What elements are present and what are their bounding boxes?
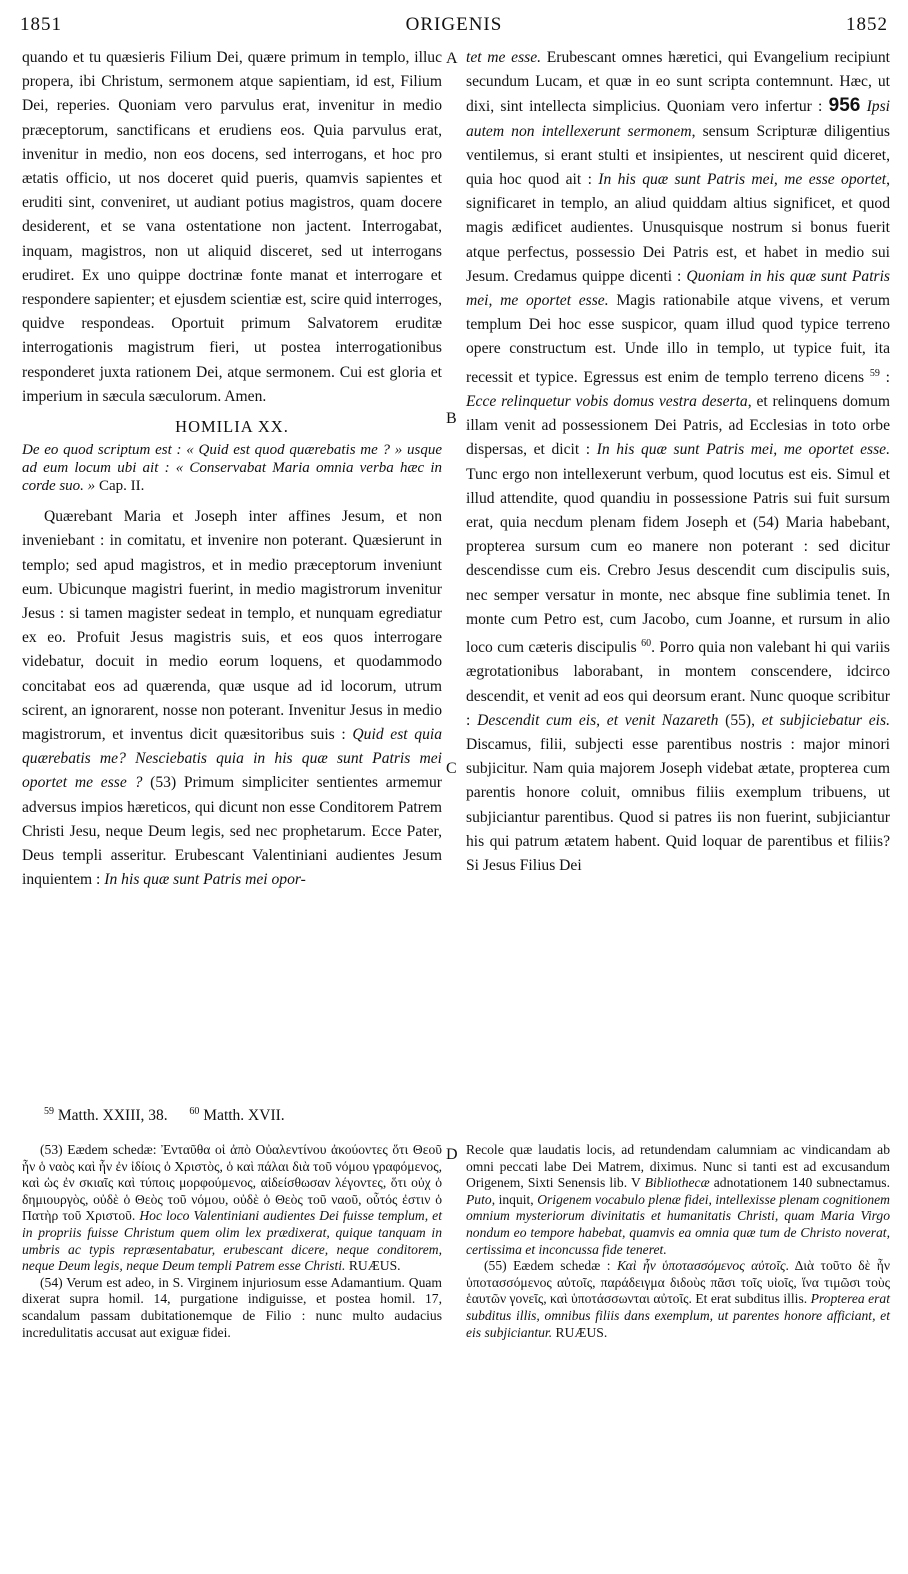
right-text-9: (55), (718, 711, 762, 729)
left-p2-text-a: Quærebant Maria et Joseph inter affines Jesum, et non inveniebant : in comitatu, et invenire non poterant. Quæsierunt in templo; sed apud magistros, et in medio præceptorum inveniunt eum. Ubicunque magistri fuerint, in medio magistrorum invenitur Jesus : si tamen magister sedeat in templo, et nunquam egrediatur ex eo. Profuit Jesus magistris suis, et eos quos interrogare videbatur, docuit in medio eorum loquens, et quodammodo concitabat eos ad quærenda, quæ usque ad id locorum, utrum scirent, an ignorarent, nosse non poterant. Invenitur Jesus in medio magistrorum, et inventus dicit quæsitoribus suis : (22, 508, 442, 744)
left-p2-text-b: (53) Primum simpliciter sentientes armemur adversus impios hæreticos, qui dicunt non esse Conditorem Patrem Christi Jesu, neque Deum legis, sed nec prophetarum. Ecce Pater, Deus templi asseritur. Erubescant Valentiniani audientes Jesum inquientem : (22, 774, 443, 889)
note-55-lead: (55) Eædem schedæ : (484, 1258, 617, 1274)
right-quote-6: In his quæ sunt Patris mei, me oportet esse. (596, 441, 890, 459)
homily-chapter: Cap. II. (95, 478, 145, 495)
right-text-3: , significaret in templo, an aliud quiddam altius significet, et quod magis ædificet audientes. Unusquisque nostrum si bonus fuerit atque perfectus, possessio Dei Patris est, et habet in medio sui Jesum. Credamus quippe dicenti : (466, 171, 890, 285)
right-text-5: : (879, 368, 890, 386)
right-text-10: Discamus, filii, subjecti esse parentibus nostris : major minori subjicitur. Nam quia majorem Joseph videbat ætate, propterea cum parentis honore coluit, omnibus filiis exemplum tribuens, ut subjiciantur parentibus. Quod si patres iis non fuerint, subjiciantur his qui patrum ætatem habent. Quid loquar de parentibus et filiis? Si Jesus Filius Dei (466, 736, 890, 875)
homily-subtitle (22, 441, 442, 495)
left-paragraph-1: quando et tu quæsieris Filium Dei, quære primum in templo, illuc propera, ibi Christum, sermonem atque sapientiam, id est, Filium Dei, reperies. Quoniam vero parvulus erat, invenitur in medio præceptorum, sanctificans et erudiens eos. Quia parvulus erat, invenitur in medio, non eos docens, sed interrogans, et hoc pro ætatis officio, ut nos doceret quid pueris, quamvis sapientes et eruditi sint, conveniret, ut audiant potius magistros, quam docere desiderent, et se vana ostentatione non jactent. Interrogabat, inquam, magistros, non ut aliquid disceret, sed ut interrogans erudiret. Ex uno quippe doctrinæ fonte manat et interrogare et respondere sapienter; et ejusdem scientiæ est, scire quid interroges, quidve respondeas. Oportuit primum Salvatorem eruditæ interrogationis magistrum fieri, ut postea interrogationibus responderet juxta rationem Dei, atque sermonem. Cui est gloria et imperium in sæcula sæculorum. Amen. (22, 49, 442, 405)
margin-letter-b: B (446, 410, 457, 427)
note-54c-quote: Origenem vocabulo plenæ fidei, intellexisse plenam cognitionem omnium mysteriorum divinitatis et humanitatis Christi, quam Maria Virgo nondum eo tempore habebat, quamvis ea omnia quæ tum de Christo noverat, certissima et inconcussa fide teneret. (466, 1191, 890, 1257)
right-quote-3: In his quæ sunt Patris mei, me esse oportet (598, 171, 887, 189)
note-55-author: RUÆUS. (552, 1324, 608, 1340)
note-55-latin: Propterea erat subditus illis, omnibus filiis dans exemplum, ut parentes honore afficiant, et eis subjiciantur. (466, 1291, 891, 1340)
note-53-greek: (53) Eædem schedæ: Ἐνταῦθα οἱ ἀπὸ Οὐαλεντίνου ἀκούοντες ὅτι Θεοῦ ἦν ὁ ναὸς καὶ ἦν ἐν ἰδίοις ὁ Χριστὸς, ὁ καὶ πάλαι διὰ τοῦ νόμου γραφόμενος, καὶ ὡς ἐν σκιαῖς καὶ τύποις μορφούμενος, αἰδείσθωσαν λέγοντες, ὅτι οὐχ ὁ δημιουργὸς, οὐδὲ ὁ Θεὸς τοῦ νόμου, οὐδὲ ὁ Θεὸς τοῦ ναοῦ, οὗτός ἐστιν ὁ Πατὴρ τοῦ Χριστοῦ. (22, 1142, 442, 1224)
margin-letter-c: C (446, 760, 457, 777)
right-paragraph-1 (466, 46, 890, 878)
page-number-left: 1851 (20, 14, 62, 35)
right-text-8: . Porro quia non valebant hi qui variis ægrotationibus laborabant, in montem conscendere, idcirco descendit, et venit ad eos qui deorsum erant. Nunc quoque scribitur : (466, 639, 890, 729)
footnote-59-text: Matth. XXIII, 38. (54, 1107, 168, 1125)
note-54c-inquit: , inquit, (491, 1191, 538, 1207)
note-53-latin: Hoc loco Valentiniani audientes Dei fuisse templum, et in propriis fuisse Christum quem olim lex prædixerat, quique tanquam in umbris ac typis repræsentabatur, erubescant dicere, neque conditorem, neque Deum legis, neque Deum templi Patrem esse Christi. (22, 1208, 442, 1274)
right-quote-1: tet me esse. (466, 49, 542, 66)
footnote-ref-60: 60 (641, 638, 652, 650)
note-54c-puto: Puto (466, 1191, 492, 1207)
left-paragraph-2 (22, 505, 442, 892)
right-quote-4: Quoniam in his quæ sunt Patris mei, me oportet esse. (466, 267, 890, 310)
margin-letter-a: A (446, 50, 458, 67)
margin-letter-d: D (446, 1146, 458, 1163)
left-column (22, 46, 442, 893)
note-54-continued (466, 1142, 890, 1258)
right-quote-5: Ecce relinquetur vobis domus vestra deserta (466, 393, 748, 411)
note-55-greek-quote: Καὶ ἦν ὑποτασσόμενος αὐτοῖς (616, 1258, 786, 1274)
running-title: ORIGENIS (405, 14, 503, 35)
right-text-7: Tunc ergo non intellexerunt verbum, quod locutus est eis. Simul et illud attendite, quod quandiu in possessione Patris sui fuit sursum erat, quia necdum plenam fidem Joseph et (54) Maria habebant, propterea sursum cum eo manere non poterant : sed dicitur descendisse cum eis. Crebro Jesus descendit cum discipulis suis, nec semper versatur in monte, nec absque fine sublimia tenet. In monte cum Petro est, cum Jacobo, cum Joanne, et rursum in alio loco cum cæteris discipulis (466, 465, 890, 657)
footnote-60-text: Matth. XVII. (199, 1107, 285, 1125)
homily-title: HOMILIA XX. (175, 417, 289, 437)
left-p2-quote-b: In his quæ sunt Patris mei opor- (104, 871, 306, 889)
right-text-4: Magis rationabile atque vivens, et verum templum Dei hoc esse suspicor, quam illud quod typice terreno opere constructum est. Unde illo in templo, ut typice fuit, ita recessit et typice. Egressus est enim de templo terreno dicens (466, 292, 890, 386)
right-quote-7: Descendit cum eis, et venit Nazareth (477, 711, 719, 729)
footnote-59-number: 59 (44, 1106, 54, 1117)
page-number-right: 1852 (846, 14, 888, 35)
note-54c-text-a: Recole quæ laudatis locis, ad retundendam calumniam ac vindicandam ab omni peccati labe Dei Matrem, diximus. Nunc si tanti est ad excusandum Origenem, Sixti Senensis lib. V (466, 1142, 890, 1191)
left-p2-quote-a: Quid est quia quærebatis me? Nesciebatis quia in his quæ sunt Patris mei oportet me esse ? (22, 726, 443, 792)
note-54c-text-b: adnotationem 140 subnectamus. (709, 1175, 890, 1191)
note-55 (466, 1258, 890, 1341)
note-54c-book: Bibliothecæ (644, 1175, 710, 1191)
right-text-6: , et relinquens domum illam venit ad possessionem Dei Patris, ad Ecclesias in toto orbe dispersas, et dicit : (466, 393, 890, 459)
notes-right-column (466, 1142, 890, 1341)
footnote-ref-59: 59 (869, 367, 880, 379)
right-quote-8: et subjiciebatur eis. (761, 711, 890, 729)
homily-subtitle-text: De eo quod scriptum est : « Quid est quod quærebatis me ? » usque ad eum locum ubi ait : « Conservabat Maria omnia verba hæc in corde suo. » (22, 442, 442, 495)
note-53-author: RUÆUS. (345, 1258, 401, 1274)
right-text-2: , sensum Scripturæ diligentius ventilemus, si erant stulti et insipientes, ut nescirent quid diceret, quia hoc quod ait : (466, 122, 890, 189)
column-number: 956 (828, 95, 861, 117)
footnote-60-number: 60 (189, 1106, 200, 1117)
footnotes (44, 1106, 285, 1125)
right-column (466, 46, 890, 878)
note-55-greek: . Διὰ τοῦτο δὲ ἦν ὑποτασσόμενος αὐτοῖς, παράδειγμα διδοὺς πᾶσι τοῖς υἱοῖς, ἵνα τιμῶσι τοὺς ἑαυτῶν γονεῖς, καὶ ὑποτάσσωνται αὐτοῖς. Et erat subditus illis. (466, 1258, 891, 1307)
notes-left-column (22, 1142, 442, 1341)
right-text-1: Erubescant omnes hæretici, qui Evangelium recipiunt secundum Lucam, et quæ in eo sunt scripta contemnunt. Hæc, ut dixi, sint intellecta simplicius. Quoniam vero infertur : (466, 49, 890, 116)
right-quote-2: Ipsi autem non intellexerunt sermonem (466, 98, 890, 140)
running-header (20, 14, 888, 42)
note-53 (22, 1142, 442, 1275)
note-54: (54) Verum est adeo, in S. Virginem injuriosum esse Adamantium. Quam dixerat supra homil. 14, purgatione indiguisse, et postea homil. 17, scandalum passam dubitationemque de Filio : nunc multo audacius incredulitatis accusat aut exiguæ fidei. (22, 1274, 442, 1340)
